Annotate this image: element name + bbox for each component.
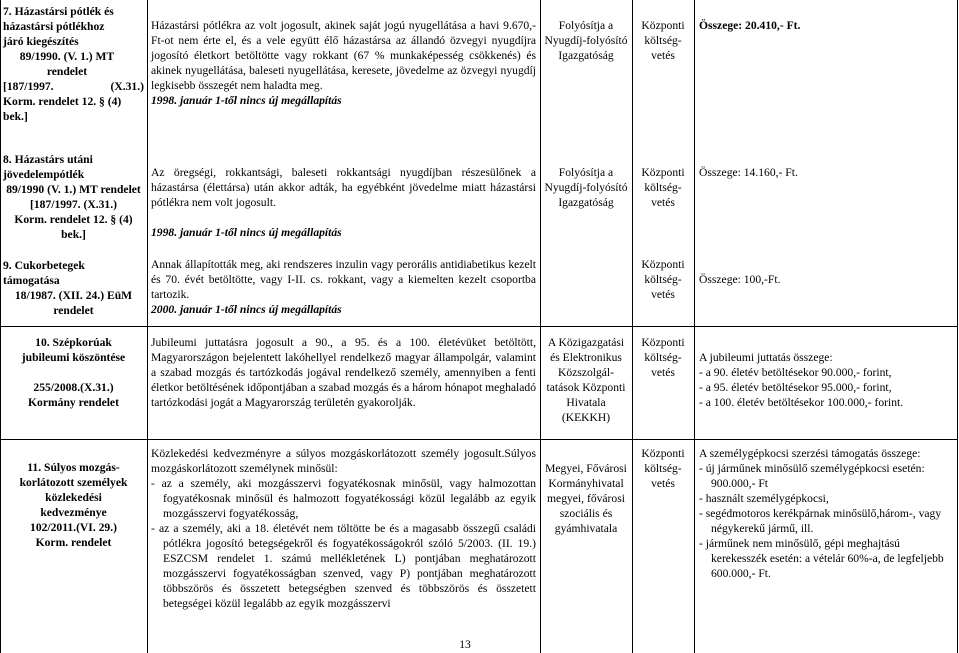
row-9-note: 2000. január 1-től nincs új megállapítás (151, 303, 342, 316)
row-border-2 (0, 439, 958, 440)
row-8-funding: Központi költség-vetés (641, 166, 685, 209)
row-7-amount: Összege: 20.410,- Ft. (699, 19, 801, 32)
page-number: 13 (459, 638, 471, 651)
row-11-amount (699, 446, 954, 581)
list-item: - segédmotoros kerékpárnak minősülő,három-, vagy négykerekű jármű, ill. (699, 507, 942, 535)
row-10-amount-title: A jubileumi juttatás összege: (699, 351, 833, 364)
row-9-title: 9. Cukorbetegek támogatása (3, 259, 85, 287)
row-7-note: 1998. január 1-től nincs új megállapítás (151, 94, 342, 107)
row-11-desc (151, 446, 536, 611)
row-10-payer: A Közigazgatási és Elektronikus Közszolgál-tatások Központi Hivatala (KEKKH) (546, 336, 626, 424)
row-10-left (3, 335, 144, 410)
list-item: - a 90. életév betöltésekor 90.000,- forint, (699, 366, 892, 379)
list-item: - az a személy, aki a 18. életévét nem töltötte be és a magasabb összegű családi pótlékra jogosító betegségekről és fogyatékosságokról szóló 5/2003. (II. 19.) ESZCSM rendelet 1. számú mellékletének L) pontjában meghatározott mozgásszervi fogyatékosságban szenved, vagy P) pontjában meghatározott többszörös és összetett betegségben szenved és többszörös és összetett betegségei közül legalább az egyik mozgásszervi (151, 522, 536, 610)
list-item: - új járműnek minősülő személygépkocsi esetén: 900.000,- Ft (699, 462, 925, 490)
row-11-left (3, 460, 144, 550)
row-8-title: 8. Házastárs utáni jövedelempótlék (3, 153, 93, 181)
list-item: - a 100. életév betöltésekor 100.000,- forint. (699, 396, 904, 409)
row-11-desc-list (151, 476, 536, 611)
row-7-desc: Házastársi pótlékra az volt jogosult, akinek saját jogú nyugellátása a havi 9.670,- Ft-ot nem érte el, és a vele együtt élő házastársa az állandó özvegyi nyugdíjra jogosító életkort betöltötte vagy rokkant (67 % munkaképesség csökkenés) és akinek nyugellátása, baleseti nyugellátása, keresete, jövedelme az özvegyi nyugdíj legkisebb összegét nem haladta meg. 1998. január 1-től nincs új megállapítás (151, 19, 536, 107)
list-item: - használt személygépkocsi, (699, 492, 829, 505)
row-8-ref2: [187/1997. (X.31.) (30, 198, 117, 211)
row-7-title: 7. Házastársi pótlék és házastársi pótlékhoz járó kiegészítés (3, 5, 114, 48)
row-7-ref3: Korm. rendelet 12. § (4) bek.] (3, 95, 122, 123)
list-item: - a 95. életév betöltésekor 95.000,- forint, (699, 381, 892, 394)
row-7-payer: Folyósítja a Nyugdíj-folyósító Igazgatóság (544, 19, 628, 62)
row-10-desc: Jubileumi juttatásra jogosult a 90., a 95. és a 100. életévüket betöltött, Magyarországon bejelentett lakóhellyel rendelkező magyar állampolgár, valamint a szabad mozgás és tartózkodás jogával rendelkező személy, amennyiben a fenti életkor betöltésének időpontjában a szabad mozgás és a három hónapot meghaladó tartózkodási jogát a Magyarország területén gyakorolják. (151, 336, 536, 409)
row-11-desc-intro: Közlekedési kedvezményre a súlyos mozgáskorlátozott személy jogosult.Súlyos mozgáskorlátozott személynek minősül: (151, 447, 536, 475)
row-9-ref1: 18/1987. (XII. 24.) EüM rendelet (14, 289, 133, 317)
row-9-desc: Annak állapították meg, aki rendszeres inzulin vagy perorális antidiabetikus kezelt és 70. évét betöltötte, vagy I-II. cs. rokkant, vagy a kiemelten kezelt csoportba tartozik. 2000. január 1-től nincs új megállapítás (151, 258, 536, 316)
row-10-amount-list (699, 365, 954, 410)
row-border-1 (0, 326, 958, 327)
row-10-funding: Központi költség-vetés (641, 336, 685, 379)
row-8-note: 1998. január 1-től nincs új megállapítás (151, 226, 342, 239)
row-7-funding: Központi költség-vetés (641, 19, 685, 62)
row-8-ref1: 89/1990 (V. 1.) MT rendelet (6, 183, 141, 196)
row-7-ref1: 89/1990. (V. 1.) MT rendelet (19, 50, 115, 78)
list-item: - járműnek nem minősülő, gépi meghajtású kerekesszék esetén: a vételár 60%-a, de legfeljebb 600.000,- Ft. (699, 537, 944, 580)
row-11-ref1: 102/2011.(VI. 29.) Korm. rendelet (30, 521, 117, 549)
list-item: - az a személy, aki mozgásszervi fogyatékosnak minősül, vagy halmozottan fogyatékosnak minősül és halmozott fogyatékossági közül legalább az egyik mozgásszervi fogyatékosság, (151, 477, 536, 520)
row-10-amount (699, 350, 954, 410)
row-11-amount-title: A személygépkocsi szerzési támogatás összege: (699, 447, 921, 460)
row-11-amount-list (699, 461, 954, 581)
row-11-title: 11. Súlyos mozgás-korlátozott személyek közlekedési kedvezménye (19, 461, 128, 519)
row-9-left (3, 258, 144, 318)
row-8-amount: Összege: 14.160,- Ft. (699, 166, 798, 179)
row-7-ref2: [187/1997. (X.31.) (3, 80, 144, 93)
row-9-funding: Központi költség-vetés (641, 258, 685, 301)
row-9-amount: Összege: 100,-Ft. (699, 273, 781, 286)
row-11-funding: Központi költség-vetés (641, 447, 685, 490)
row-8-left (3, 152, 144, 242)
row-7-left (3, 4, 144, 124)
row-8-ref3: Korm. rendelet 12. § (4) bek.] (14, 213, 133, 241)
row-8-payer: Folyósítja a Nyugdíj-folyósító Igazgatóság (544, 166, 628, 209)
row-10-ref1: 255/2008.(X.31.) Kormány rendelet (28, 381, 119, 409)
row-10-title: 10. Szépkorúak jubileumi köszöntése (21, 336, 126, 364)
row-11-payer: Megyei, Fővárosi Kormányhivatal megyei, fővárosi szociális és gyámhivatala (545, 462, 627, 535)
row-8-desc: Az öregségi, rokkantsági, baleseti rokkantsági nyugdíjban részesülőnek a házastársa (élettársa) után akkor adták, ha egyébként jövedelme miatt házastársi pótlékra nem volt jogosult. 1998. január 1-től nincs új megállapítás (151, 166, 536, 239)
